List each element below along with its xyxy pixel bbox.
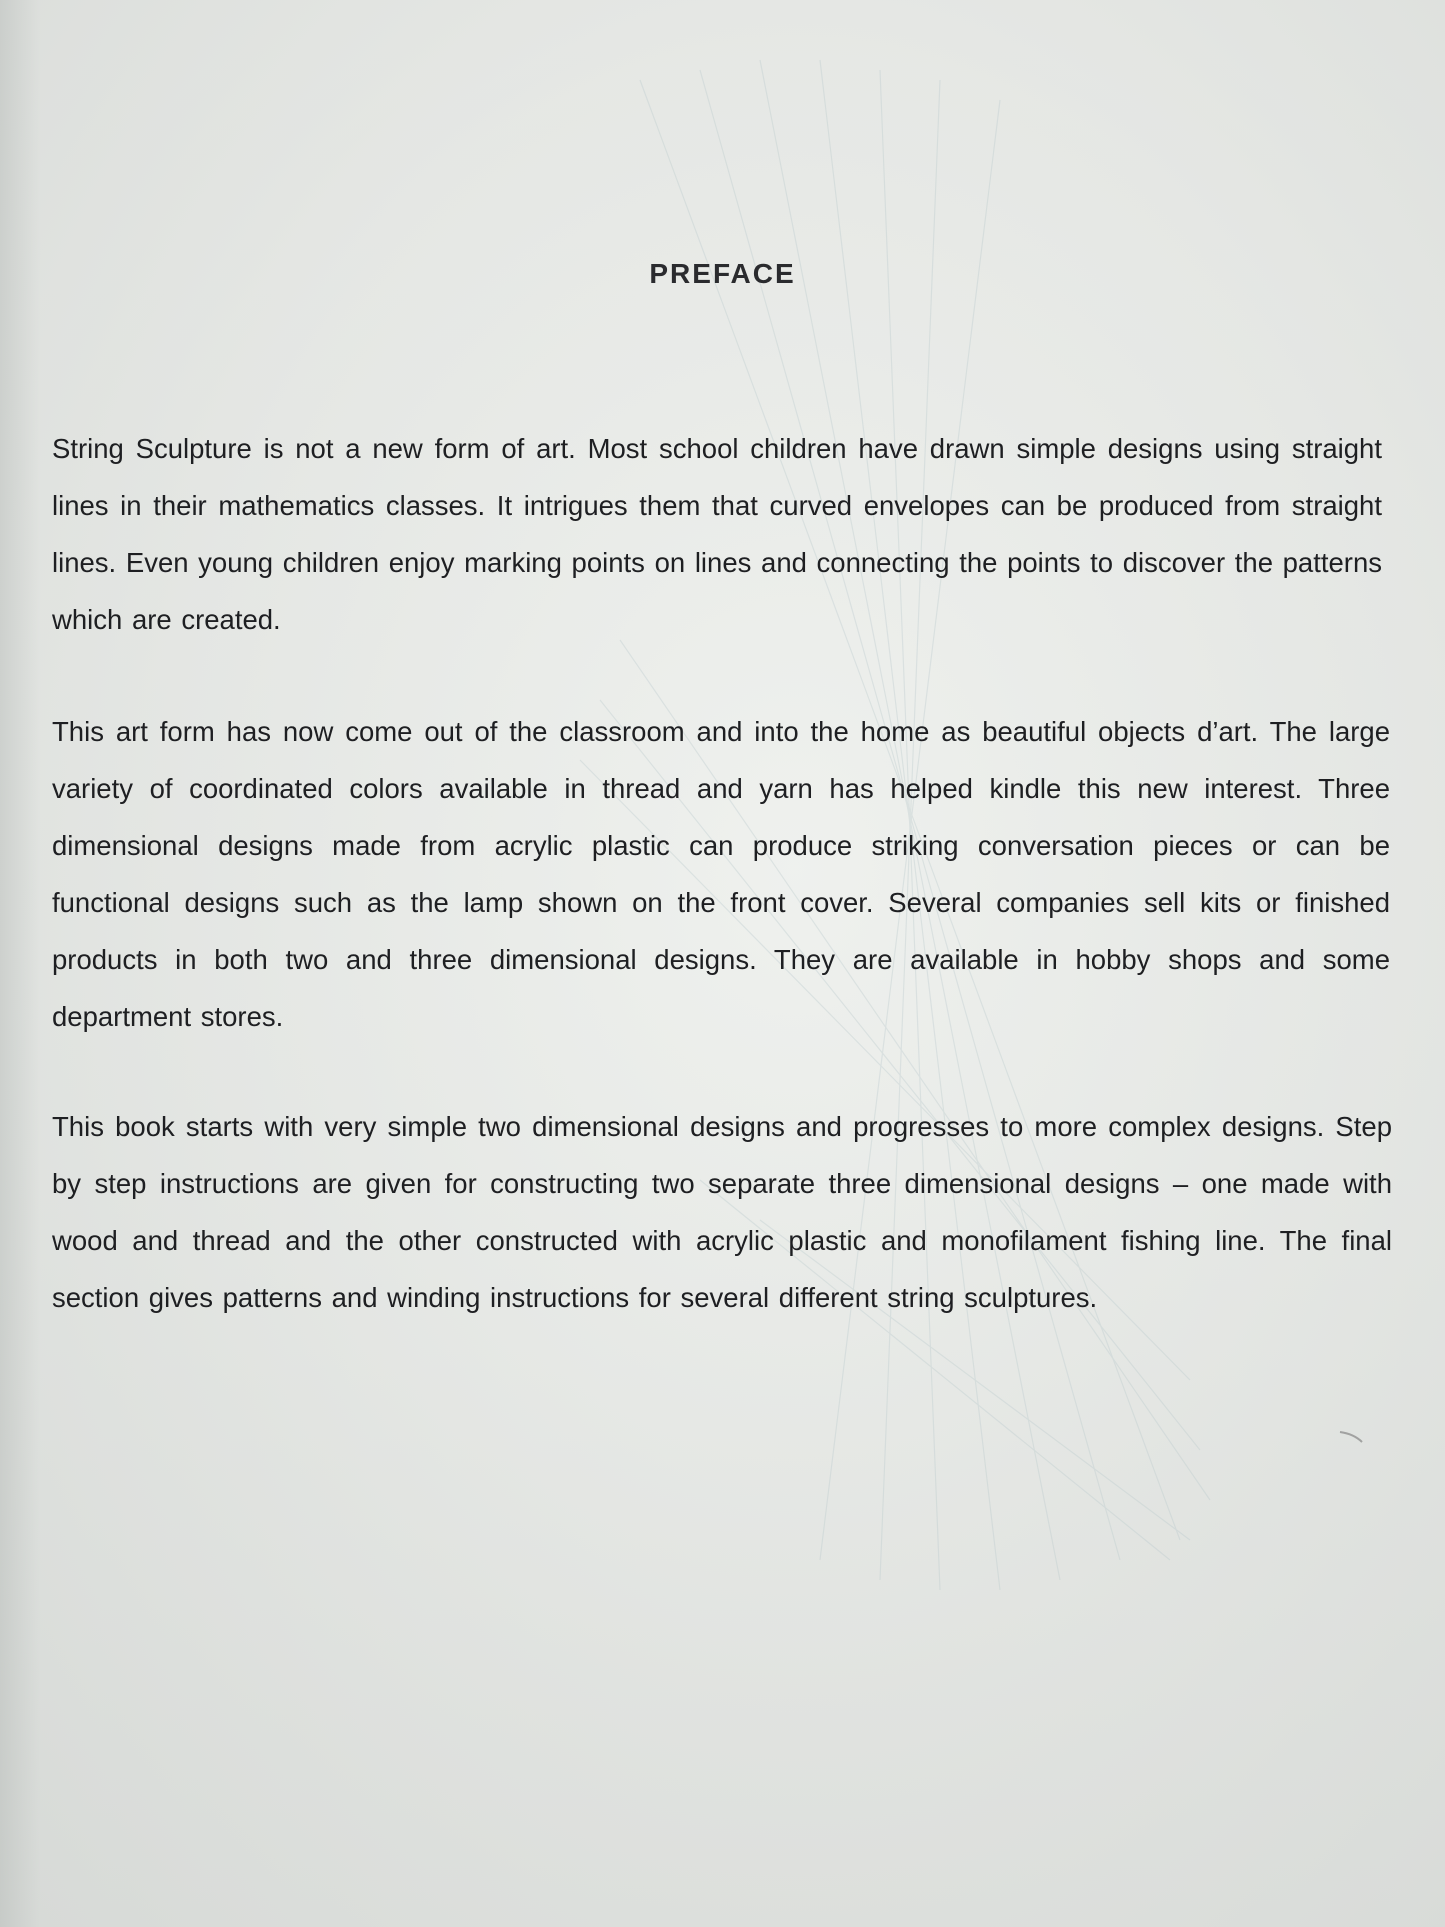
paragraph-1: String Sculpture is not a new form of art. Most school children have drawn simple designs using straight lines in their mathematics classes. It intrigues them that curved envelopes can be produced from straight lines. Even young children enjoy marking points on lines and connecting the points to discover the patterns which are created. — [52, 433, 1382, 635]
paragraph-3: This book starts with very simple two dimensional designs and progresses to more complex designs. Step by step instructions are given for constructing two separate three dimensional designs – one made with wood and thread and the other constructed with acrylic plastic and monofilament fishing line. The final section gives patterns and winding instructions for several different string sculptures. — [52, 1111, 1392, 1313]
page-title: PREFACE — [649, 258, 796, 289]
paragraph-2: This art form has now come out of the classroom and into the home as beautiful objects d’art. The large variety of coordinated colors available in thread and yarn has helped kindle this new interest. Three dimensional designs made from acrylic plastic can produce striking conversation pieces or can be functional designs such as the lamp shown on the front cover. Several companies sell kits or finished products in both two and three dimensional designs. They are available in hobby shops and some department stores. — [52, 716, 1390, 1032]
